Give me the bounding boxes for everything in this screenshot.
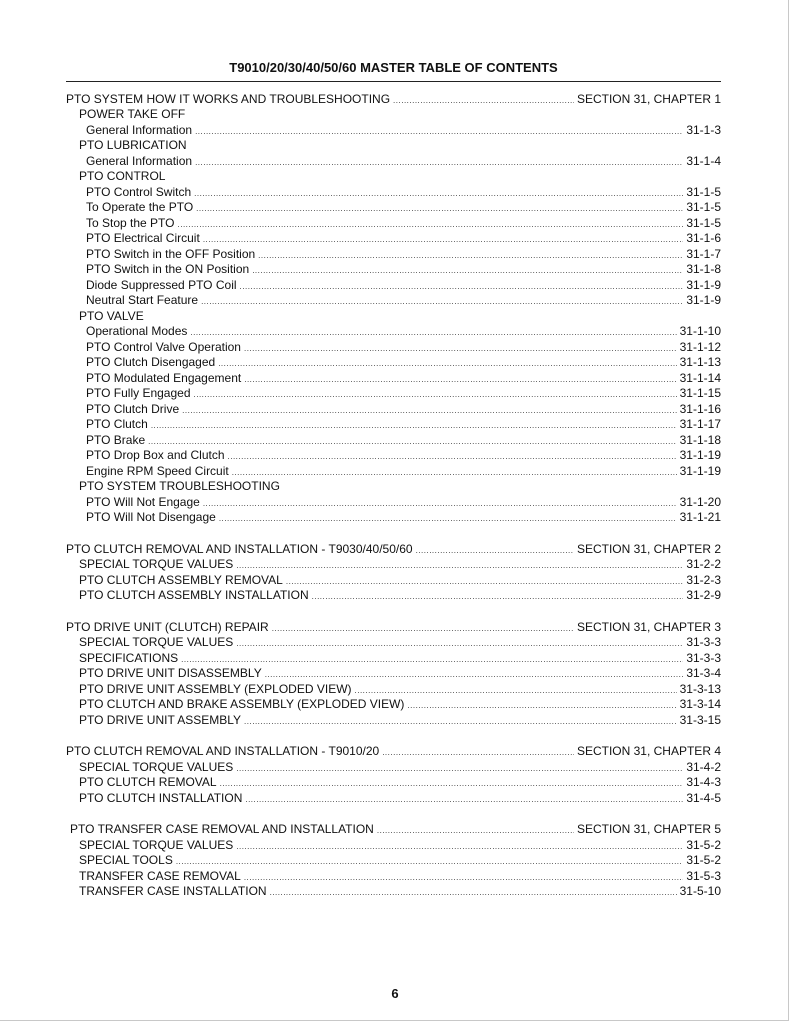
page-title: T9010/20/30/40/50/60 MASTER TABLE OF CONTENTS [229,60,558,75]
entry-title: PTO Modulated Engagement [86,370,242,385]
toc-entry[interactable] [0,417,721,433]
entry-page: 31-1-3 [686,122,721,137]
entry-page: 31-1-21 [679,510,721,524]
dot-leader [244,872,684,884]
dot-leader [194,188,683,200]
entry-page: 31-1-6 [686,231,721,245]
entry-page: 31-1-13 [679,355,721,369]
group-heading-text: PTO VALVE [79,308,144,323]
entry-page: 31-5-2 [686,837,721,852]
section-heading-text: PTO CLUTCH REMOVAL AND INSTALLATION - T9030/40/50/60 [66,541,413,556]
entry-page: 31-1-12 [679,339,721,354]
toc-entry[interactable] [0,122,721,138]
dot-leader [258,250,683,262]
entry-page: 31-1-18 [679,432,721,447]
toc-entry[interactable] [0,697,721,713]
toc-entry[interactable] [0,386,721,402]
entry-title: To Operate the PTO [86,200,194,214]
dot-leader [228,451,677,463]
dot-leader [181,654,683,666]
dot-leader [203,498,677,510]
section-reference: SECTION 31, CHAPTER 3 [576,619,721,634]
entry-page: 31-4-3 [686,775,721,789]
entry-page: 31-1-19 [679,448,721,462]
toc-entry[interactable] [0,557,721,573]
entry-page: 31-1-10 [679,324,721,338]
dot-leader [195,157,683,169]
entry-page: 31-2-9 [686,588,721,602]
toc-section-chapter-2 [0,541,800,603]
entry-title: Diode Suppressed PTO Coil [86,277,237,292]
toc-entry[interactable] [0,572,721,588]
entry-title: General Information [86,153,193,168]
dot-leader [151,420,677,432]
dot-leader [236,560,683,572]
toc-section-chapter-3 [0,619,800,728]
entry-title: PTO Control Valve Operation [86,339,241,354]
entry-title: SPECIAL TORQUE VALUES [79,557,234,571]
dot-leader [196,203,683,215]
toc-entry[interactable] [0,712,721,728]
toc-entry[interactable] [0,510,721,526]
entry-page: 31-2-3 [686,572,721,587]
entry-title: SPECIFICATIONS [79,650,179,665]
dot-leader [355,685,677,697]
toc-entry[interactable] [0,153,721,169]
entry-page: 31-1-8 [686,262,721,276]
section-reference: SECTION 31, CHAPTER 4 [576,744,721,758]
entry-page: 31-3-13 [679,681,721,696]
entry-title: PTO Brake [86,432,146,447]
entry-page: 31-1-5 [686,184,721,199]
toc-entry[interactable] [0,355,721,371]
section-heading[interactable] [0,822,721,838]
group-heading-text: POWER TAKE OFF [79,107,186,121]
section-heading-text: PTO CLUTCH REMOVAL AND INSTALLATION - T9010/20 [66,744,380,758]
toc-section-chapter-5 [0,822,800,900]
entry-title: PTO Will Not Engage [86,494,200,509]
dot-leader [265,669,684,681]
entry-page: 31-4-5 [686,790,721,805]
entry-title: PTO CLUTCH REMOVAL [79,775,217,789]
entry-page: 31-3-4 [686,666,721,680]
entry-page: 31-3-14 [679,697,721,711]
dot-leader [190,327,676,339]
entry-title: PTO CLUTCH INSTALLATION [79,790,243,805]
toc-entry[interactable] [0,494,721,510]
dot-leader [232,467,677,479]
group-heading-text: PTO LUBRICATION [79,138,187,152]
section-heading-text: PTO SYSTEM HOW IT WORKS AND TROUBLESHOOTING [66,91,391,106]
dot-leader [416,545,574,557]
entry-page: 31-1-20 [679,494,721,509]
entry-page: 31-1-15 [679,386,721,400]
entry-title: PTO DRIVE UNIT ASSEMBLY (EXPLODED VIEW) [79,681,352,696]
dot-leader [148,436,676,448]
dot-leader [245,794,683,806]
entry-title: PTO DRIVE UNIT ASSEMBLY [79,712,242,727]
toc-entry[interactable] [0,215,721,231]
entry-page: 31-1-9 [686,277,721,292]
entry-title: PTO DRIVE UNIT DISASSEMBLY [79,666,262,680]
dot-leader [312,591,684,603]
group-heading [0,138,721,154]
table-of-contents [0,91,800,915]
entry-title: PTO Clutch [86,417,148,431]
toc-entry[interactable] [0,868,721,884]
entry-title: Engine RPM Speed Circuit [86,463,229,478]
toc-entry[interactable] [0,231,721,247]
toc-section-chapter-1 [0,91,800,525]
group-heading [0,308,721,324]
section-reference: SECTION 31, CHAPTER 5 [576,822,721,836]
entry-title: TRANSFER CASE INSTALLATION [79,884,267,898]
toc-entry[interactable] [0,184,721,200]
entry-page: 31-1-5 [686,215,721,230]
entry-title: PTO Switch in the OFF Position [86,246,256,261]
section-heading[interactable] [0,619,721,635]
dot-leader [201,296,683,308]
dot-leader [182,405,676,417]
dot-leader [244,343,677,355]
entry-title: TRANSFER CASE REMOVAL [79,868,241,883]
toc-entry[interactable] [0,200,721,216]
toc-entry[interactable] [0,370,721,386]
dot-leader [236,841,683,853]
toc-entry[interactable] [0,401,721,417]
toc-entry[interactable] [0,681,721,697]
entry-title: General Information [86,122,193,137]
toc-entry[interactable] [0,432,721,448]
entry-title: PTO CLUTCH AND BRAKE ASSEMBLY (EXPLODED VIEW) [79,697,405,711]
entry-page: 31-1-9 [686,293,721,307]
entry-title: PTO Electrical Circuit [86,231,200,245]
entry-page: 31-3-15 [679,712,721,727]
entry-title: SPECIAL TORQUE VALUES [79,837,234,852]
entry-title: PTO Fully Engaged [86,386,191,400]
entry-page: 31-3-3 [686,635,721,649]
toc-entry[interactable] [0,635,721,651]
toc-entry[interactable] [0,853,721,869]
entry-page: 31-1-14 [679,370,721,385]
toc-entry[interactable] [0,448,721,464]
entry-title: To Stop the PTO [86,215,175,230]
entry-title: PTO Switch in the ON Position [86,262,250,276]
dot-leader [286,576,683,588]
toc-entry[interactable] [0,884,721,900]
toc-entry[interactable] [0,666,721,682]
entry-page: 31-1-16 [679,401,721,416]
dot-leader [377,825,574,837]
dot-leader [407,700,676,712]
toc-entry[interactable] [0,650,721,666]
group-heading [0,107,721,123]
section-reference: SECTION 31, CHAPTER 1 [576,91,721,106]
section-heading[interactable] [0,541,721,557]
page-number: 6 [391,986,399,1001]
section-heading-text: PTO TRANSFER CASE REMOVAL AND INSTALLATION [70,822,374,836]
toc-entry[interactable] [0,293,721,309]
dot-leader [244,716,677,728]
entry-title: PTO Clutch Disengaged [86,355,216,369]
entry-title: SPECIAL TORQUE VALUES [79,759,234,774]
dot-leader [240,281,684,293]
toc-entry[interactable] [0,588,721,604]
toc-entry[interactable] [0,277,721,293]
dot-leader [220,778,684,790]
dot-leader [178,219,684,231]
toc-entry[interactable] [0,324,721,340]
entry-title: SPECIAL TORQUE VALUES [79,635,234,649]
section-heading[interactable] [0,744,721,760]
dot-leader [272,623,574,635]
group-heading-text: PTO SYSTEM TROUBLESHOOTING [79,479,280,493]
entry-page: 31-1-4 [686,153,721,168]
entry-title: PTO CLUTCH ASSEMBLY REMOVAL [79,572,283,587]
toc-entry[interactable] [0,837,721,853]
entry-page: 31-1-5 [686,200,721,214]
entry-title: PTO CLUTCH ASSEMBLY INSTALLATION [79,588,309,602]
dot-leader [176,856,683,868]
dot-leader [252,265,683,277]
dot-leader [195,126,683,138]
entry-title: Neutral Start Feature [86,293,199,307]
group-heading-text: PTO CONTROL [79,169,166,183]
section-reference: SECTION 31, CHAPTER 2 [576,541,721,556]
entry-page: 31-1-19 [679,463,721,478]
dot-leader [236,638,683,650]
entry-page: 31-5-2 [686,853,721,867]
dot-leader [236,763,683,775]
group-heading [0,169,721,185]
toc-entry[interactable] [0,463,721,479]
entry-title: PTO Clutch Drive [86,401,180,416]
entry-page: 31-1-7 [686,246,721,261]
entry-page: 31-5-3 [686,868,721,883]
dot-leader [382,747,574,759]
dot-leader [194,389,677,401]
group-heading [0,479,721,495]
toc-entry[interactable] [0,759,721,775]
entry-page: 31-1-17 [679,417,721,431]
entry-title: SPECIAL TOOLS [79,853,173,867]
section-heading[interactable] [0,91,721,107]
entry-page: 31-4-2 [686,759,721,774]
section-heading-text: PTO DRIVE UNIT (CLUTCH) REPAIR [66,619,269,634]
toc-entry[interactable] [0,790,721,806]
entry-title: PTO Drop Box and Clutch [86,448,225,462]
dot-leader [393,95,574,107]
entry-title: PTO Control Switch [86,184,192,199]
dot-leader [203,234,684,246]
dot-leader [270,887,677,899]
entry-title: PTO Will Not Disengage [86,510,216,524]
toc-section-chapter-4 [0,744,800,806]
entry-page: 31-2-2 [686,557,721,571]
toc-entry[interactable] [0,339,721,355]
toc-entry[interactable] [0,775,721,791]
entry-page: 31-3-3 [686,650,721,665]
dot-leader [244,374,676,386]
toc-entry[interactable] [0,262,721,278]
toc-entry[interactable] [0,246,721,262]
title-rule [66,81,721,82]
entry-title: Operational Modes [86,324,188,338]
dot-leader [218,358,676,370]
dot-leader [219,513,677,525]
entry-page: 31-5-10 [679,884,721,898]
